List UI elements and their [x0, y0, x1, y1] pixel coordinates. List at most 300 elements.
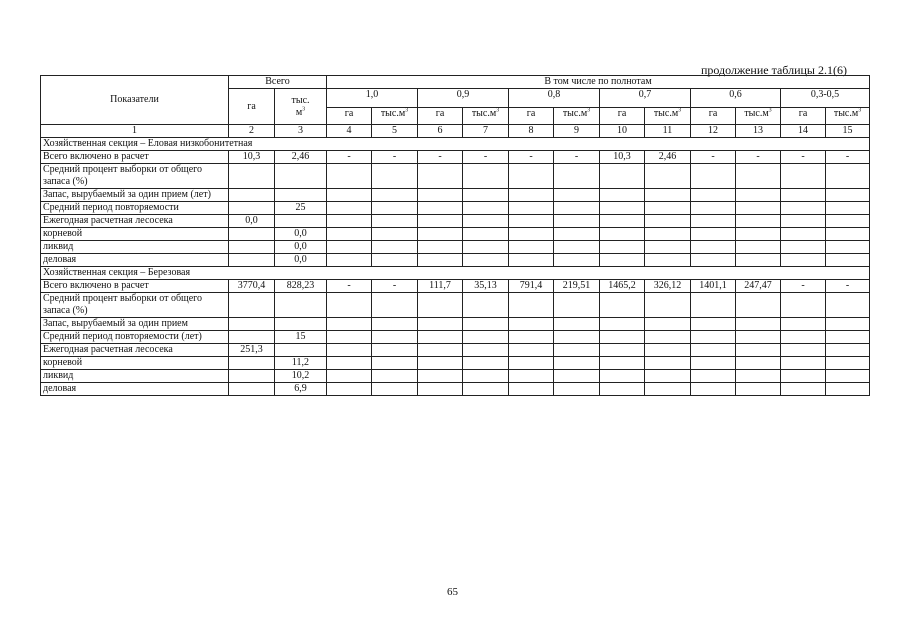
table-cell [691, 344, 736, 357]
table-cell [463, 293, 509, 318]
table-row [41, 241, 870, 254]
table-cell [418, 370, 463, 383]
table-cell [372, 331, 418, 344]
table-cell [327, 357, 372, 370]
table-cell [372, 344, 418, 357]
table-cell [509, 383, 554, 396]
table-row [41, 331, 870, 344]
row-label: Всего включено в расчет [41, 151, 229, 164]
table-cell: - [826, 280, 870, 293]
table-cell [275, 164, 327, 189]
column-number: 3 [275, 125, 327, 138]
table-cell [826, 228, 870, 241]
table-row [41, 383, 870, 396]
table-cell [275, 189, 327, 202]
unit-ha: га [509, 108, 554, 125]
table-cell [554, 164, 600, 189]
table-cell [600, 228, 645, 241]
table-cell: 111,7 [418, 280, 463, 293]
table-cell [509, 331, 554, 344]
table-cell [645, 164, 691, 189]
table-cell: 2,46 [645, 151, 691, 164]
row-label: Ежегодная расчетная лесосека [41, 344, 229, 357]
table-cell [691, 189, 736, 202]
table-row [41, 357, 870, 370]
table-cell: - [736, 151, 781, 164]
table-cell [826, 293, 870, 318]
table-cell: 1401,1 [691, 280, 736, 293]
table-cell [736, 228, 781, 241]
table-cell [372, 215, 418, 228]
header-density: 1,0 [327, 89, 418, 108]
table-cell [229, 293, 275, 318]
table-cell [826, 318, 870, 331]
table-cell: 35,13 [463, 280, 509, 293]
table-cell: 0,0 [275, 241, 327, 254]
table-cell: - [463, 151, 509, 164]
table-cell [509, 164, 554, 189]
header-density: 0,6 [691, 89, 781, 108]
table-cell [509, 202, 554, 215]
table-cell [327, 370, 372, 383]
table-cell [509, 228, 554, 241]
row-label: Ежегодная расчетная лесосека [41, 215, 229, 228]
table-cell [645, 331, 691, 344]
table-cell [600, 344, 645, 357]
unit-volume: $тыс.м^3$ [463, 108, 509, 125]
table-cell [826, 202, 870, 215]
unit-ha: га [327, 108, 372, 125]
unit-volume: $тыс.м^3$ [554, 108, 600, 125]
table-cell [463, 164, 509, 189]
table-cell [826, 357, 870, 370]
table-cell [554, 357, 600, 370]
column-number: 9 [554, 125, 600, 138]
table-cell [372, 383, 418, 396]
table-cell [691, 383, 736, 396]
table-cell [736, 254, 781, 267]
table-cell [736, 357, 781, 370]
table-cell [372, 254, 418, 267]
column-number: 10 [600, 125, 645, 138]
table-cell [826, 370, 870, 383]
column-number: 7 [463, 125, 509, 138]
table-cell [554, 331, 600, 344]
table-cell [372, 228, 418, 241]
header-total-ha: га [229, 89, 275, 125]
table-cell [645, 228, 691, 241]
table-cell [327, 164, 372, 189]
table-cell: - [781, 280, 826, 293]
table-cell [736, 164, 781, 189]
table-cell [826, 383, 870, 396]
table-cell [275, 318, 327, 331]
table-row [41, 318, 870, 331]
row-label: Средний период повторяемости [41, 202, 229, 215]
table-cell [600, 293, 645, 318]
unit-volume: $тыс.м^3$ [826, 108, 870, 125]
table-cell [736, 370, 781, 383]
table-cell [229, 331, 275, 344]
table-cell: 15 [275, 331, 327, 344]
table-cell: - [554, 151, 600, 164]
unit-ha: га [600, 108, 645, 125]
table-cell [645, 241, 691, 254]
table-row [41, 293, 870, 318]
table-cell: 10,2 [275, 370, 327, 383]
column-number: 6 [418, 125, 463, 138]
table-cell: - [781, 151, 826, 164]
table-cell [691, 215, 736, 228]
row-label: Средний процент выборки от общего запаса (%) [41, 164, 229, 189]
table-row [41, 370, 870, 383]
table-cell [781, 357, 826, 370]
table-cell [372, 370, 418, 383]
row-label: корневой [41, 357, 229, 370]
data-table [40, 75, 870, 396]
table-cell [372, 357, 418, 370]
table-cell [554, 293, 600, 318]
header-including: В том числе по полнотам [327, 76, 870, 89]
section-title: Хозяйственная секция – Березовая [41, 267, 870, 280]
table-cell [418, 383, 463, 396]
row-label: Всего включено в расчет [41, 280, 229, 293]
table-cell: 791,4 [509, 280, 554, 293]
table-cell [736, 331, 781, 344]
table-cell [463, 383, 509, 396]
table-cell [229, 189, 275, 202]
table-cell [509, 189, 554, 202]
table-cell: 247,47 [736, 280, 781, 293]
row-label: деловая [41, 254, 229, 267]
table-cell [600, 370, 645, 383]
column-number: 12 [691, 125, 736, 138]
table-cell [229, 254, 275, 267]
table-cell [418, 189, 463, 202]
table-row [41, 202, 870, 215]
column-number: 15 [826, 125, 870, 138]
table-cell [229, 241, 275, 254]
unit-ha: га [418, 108, 463, 125]
table-cell [781, 241, 826, 254]
table-cell [372, 318, 418, 331]
table-cell [509, 370, 554, 383]
row-label: корневой [41, 228, 229, 241]
unit-volume: $тыс.м^3$ [736, 108, 781, 125]
table-cell [372, 202, 418, 215]
table-cell [736, 241, 781, 254]
table-cell [275, 344, 327, 357]
table-cell [463, 215, 509, 228]
table-cell [826, 331, 870, 344]
table-cell [645, 254, 691, 267]
table-cell [418, 318, 463, 331]
table-cell [229, 357, 275, 370]
table-cell [327, 383, 372, 396]
table-cell [826, 344, 870, 357]
table-cell [781, 318, 826, 331]
table-cell [418, 254, 463, 267]
table-cell [691, 164, 736, 189]
table-cell [463, 357, 509, 370]
table-cell [554, 202, 600, 215]
table-cell [781, 383, 826, 396]
table-cell [600, 189, 645, 202]
table-cell [600, 215, 645, 228]
table-row [41, 280, 870, 293]
table-cell [645, 318, 691, 331]
table-cell [554, 344, 600, 357]
table-row [41, 228, 870, 241]
header-total: Всего [229, 76, 327, 89]
table-cell [645, 215, 691, 228]
table-cell: 25 [275, 202, 327, 215]
table-cell [418, 357, 463, 370]
table-cell [327, 215, 372, 228]
table-cell [781, 215, 826, 228]
section-row [41, 267, 870, 280]
table-cell [229, 383, 275, 396]
table-cell [418, 202, 463, 215]
table-cell: - [826, 151, 870, 164]
table-cell [781, 293, 826, 318]
row-label: деловая [41, 383, 229, 396]
table-cell: 6,9 [275, 383, 327, 396]
table-cell [826, 215, 870, 228]
table-cell [781, 331, 826, 344]
table-cell [509, 293, 554, 318]
table-cell [418, 241, 463, 254]
table-cell [229, 370, 275, 383]
table-cell [736, 189, 781, 202]
table-cell [229, 164, 275, 189]
table-cell [327, 189, 372, 202]
table-cell [509, 254, 554, 267]
table-cell: - [509, 151, 554, 164]
table-cell [418, 331, 463, 344]
table-cell [418, 215, 463, 228]
table-row [41, 151, 870, 164]
table-row [41, 215, 870, 228]
column-number: 4 [327, 125, 372, 138]
table-cell [781, 254, 826, 267]
table-cell: 10,3 [229, 151, 275, 164]
header-density: 0,7 [600, 89, 691, 108]
table-row [41, 254, 870, 267]
table-cell: - [327, 280, 372, 293]
table-cell [463, 370, 509, 383]
table-cell [600, 164, 645, 189]
table-cell [736, 383, 781, 396]
table-cell [327, 254, 372, 267]
table-cell: 251,3 [229, 344, 275, 357]
table-cell [826, 241, 870, 254]
table-cell [645, 383, 691, 396]
table-cell [691, 254, 736, 267]
column-number: 14 [781, 125, 826, 138]
table-cell [554, 318, 600, 331]
unit-volume: $тыс.м^3$ [372, 108, 418, 125]
table-cell: - [327, 151, 372, 164]
table-cell [509, 344, 554, 357]
table-body [41, 138, 870, 396]
table-cell: - [691, 151, 736, 164]
table-cell [600, 241, 645, 254]
page-number: 65 [447, 586, 458, 598]
table-cell [463, 344, 509, 357]
table-cell [418, 228, 463, 241]
table-cell [509, 357, 554, 370]
table-cell [418, 164, 463, 189]
table-cell [600, 331, 645, 344]
table-cell: 326,12 [645, 280, 691, 293]
table-cell [736, 293, 781, 318]
table-cell [691, 228, 736, 241]
row-label: Запас, вырубаемый за один прием [41, 318, 229, 331]
table-cell [736, 318, 781, 331]
table-cell [645, 293, 691, 318]
table-cell [691, 318, 736, 331]
column-number: 8 [509, 125, 554, 138]
table-cell [554, 370, 600, 383]
table-cell: 10,3 [600, 151, 645, 164]
table-cell [229, 202, 275, 215]
table-caption: продолжение таблицы 2.1(6) [700, 63, 847, 77]
table-cell [327, 228, 372, 241]
table-cell [781, 228, 826, 241]
header-density: 0,3-0,5 [781, 89, 870, 108]
table-cell [691, 202, 736, 215]
table-cell [327, 293, 372, 318]
table-cell [372, 241, 418, 254]
section-title: Хозяйственная секция – Еловая низкобонитетная [41, 138, 870, 151]
table-cell [509, 318, 554, 331]
table-cell [372, 164, 418, 189]
table-cell [645, 189, 691, 202]
table-cell: 0,0 [229, 215, 275, 228]
table-cell [691, 331, 736, 344]
table-cell [275, 215, 327, 228]
table-cell [327, 331, 372, 344]
table-cell [229, 318, 275, 331]
table-cell: 11,2 [275, 357, 327, 370]
table-cell [781, 164, 826, 189]
column-number: 2 [229, 125, 275, 138]
table-cell [600, 318, 645, 331]
table-cell [600, 357, 645, 370]
table-cell [327, 344, 372, 357]
header-density: 0,9 [418, 89, 509, 108]
table-cell [463, 228, 509, 241]
table-cell [372, 189, 418, 202]
table-cell [826, 164, 870, 189]
row-label: Средний период повторяемости (лет) [41, 331, 229, 344]
table-cell [826, 189, 870, 202]
table-cell [691, 241, 736, 254]
table-cell [781, 370, 826, 383]
table-cell [736, 202, 781, 215]
column-number: 5 [372, 125, 418, 138]
table-cell: 1465,2 [600, 280, 645, 293]
table-cell [418, 344, 463, 357]
table-cell [781, 189, 826, 202]
table-cell [691, 293, 736, 318]
header-total-volume: тыс. $м^3$ [275, 89, 327, 125]
table-cell [463, 254, 509, 267]
table-cell [372, 293, 418, 318]
table-cell: - [372, 151, 418, 164]
column-number: 1 [41, 125, 229, 138]
row-label: ликвид [41, 241, 229, 254]
table-cell [509, 241, 554, 254]
table-cell: - [418, 151, 463, 164]
table-cell [600, 254, 645, 267]
table-cell [645, 357, 691, 370]
table-cell [327, 202, 372, 215]
table-cell [463, 241, 509, 254]
table-cell [691, 357, 736, 370]
table-cell [327, 241, 372, 254]
table-cell [463, 331, 509, 344]
table-cell [229, 228, 275, 241]
table-cell [463, 189, 509, 202]
column-number: 13 [736, 125, 781, 138]
table-cell [600, 383, 645, 396]
table-row [41, 344, 870, 357]
table-cell [327, 318, 372, 331]
table-cell [463, 318, 509, 331]
table-cell [554, 228, 600, 241]
table-cell [554, 254, 600, 267]
table-cell [645, 202, 691, 215]
column-number: 11 [645, 125, 691, 138]
table-cell [645, 370, 691, 383]
row-label: ликвид [41, 370, 229, 383]
table-cell: - [372, 280, 418, 293]
unit-ha: га [781, 108, 826, 125]
table-cell [736, 215, 781, 228]
column-number-row [41, 125, 870, 138]
table-cell [826, 254, 870, 267]
unit-ha: га [691, 108, 736, 125]
row-label: Средний процент выборки от общего запаса (%) [41, 293, 229, 318]
table-cell: 219,51 [554, 280, 600, 293]
header-indicators: Показатели [41, 76, 229, 125]
table-cell [554, 189, 600, 202]
table-cell [781, 344, 826, 357]
table-cell [554, 383, 600, 396]
table-cell [275, 293, 327, 318]
table-cell [781, 202, 826, 215]
table-cell [509, 215, 554, 228]
table-cell [418, 293, 463, 318]
table-row [41, 189, 870, 202]
table-cell: 2,46 [275, 151, 327, 164]
section-row [41, 138, 870, 151]
table-cell: 0,0 [275, 228, 327, 241]
table-cell: 3770,4 [229, 280, 275, 293]
table-cell [554, 215, 600, 228]
table-cell [600, 202, 645, 215]
unit-volume: $тыс.м^3$ [645, 108, 691, 125]
row-label: Запас, вырубаемый за один прием (лет) [41, 189, 229, 202]
header-density: 0,8 [509, 89, 600, 108]
table-row [41, 164, 870, 189]
table-cell: 0,0 [275, 254, 327, 267]
table-cell [736, 344, 781, 357]
table-cell [554, 241, 600, 254]
table-cell [645, 344, 691, 357]
